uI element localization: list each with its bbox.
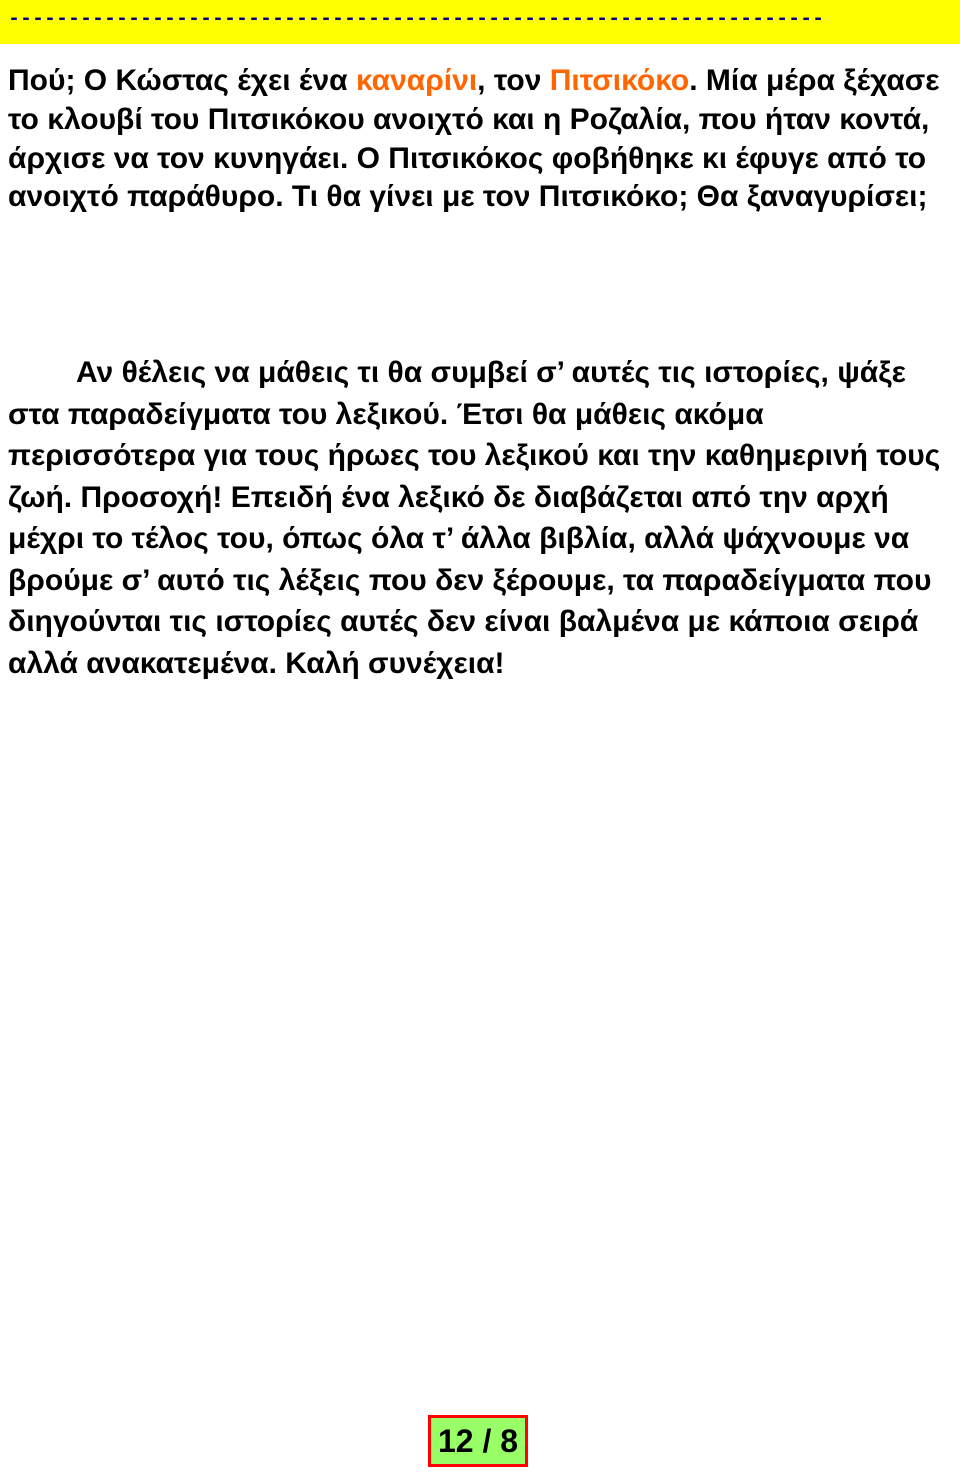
story-highlight-canary: καναρίνι xyxy=(355,64,478,97)
story-text xyxy=(8,62,952,217)
story-segment-3: . Μία μέρα ξέχασε το κλουβί του Πιτσικόκου ανοιχτό και η Ροζαλία, που ήταν κοντά, άρχισε να τον κυνηγάει. Ο Πιτσικόκος φοβήθηκε κι έφυγε από το ανοιχτό παράθυρο. Τι θα γίνει με τον Πιτσικόκο; Θα ξαναγυρίσει; xyxy=(8,64,940,214)
page-number-badge: 12 / 8 xyxy=(428,1415,528,1467)
story-segment-1: Πού; Ο Κώστας έχει ένα xyxy=(8,64,356,97)
instruction-paragraph xyxy=(8,352,952,684)
top-banner xyxy=(0,0,960,44)
instruction-text: Αν θέλεις να μάθεις τι θα συμβεί σ’ αυτές τις ιστορίες, ψάξε στα παραδείγματα του λεξικού. Έτσι θα μάθεις ακόμα περισσότερα για τους ήρωες του λεξικού και την καθημερινή τους ζωή. Προσοχή! Επειδή ένα λεξικό δε διαβάζεται από την αρχή μέχρι το τέλος του, όπως όλα τ’ άλλα βιβλία, αλλά ψάχνουμε να βρούμε σ’ αυτό τις λέξεις που δεν ξέρουμε, τα παραδείγματα που διηγούνται τις ιστορίες αυτές δεν είναι βαλμένα με κάποια σειρά αλλά ανακατεμένα. Καλή συνέχεια! xyxy=(8,356,941,680)
story-segment-2: , τον xyxy=(477,64,550,97)
story-paragraph xyxy=(8,62,952,217)
banner-dashes: -------------------------------------------------------------------- xyxy=(8,8,825,31)
story-highlight-name: Πιτσικόκο xyxy=(549,64,690,97)
